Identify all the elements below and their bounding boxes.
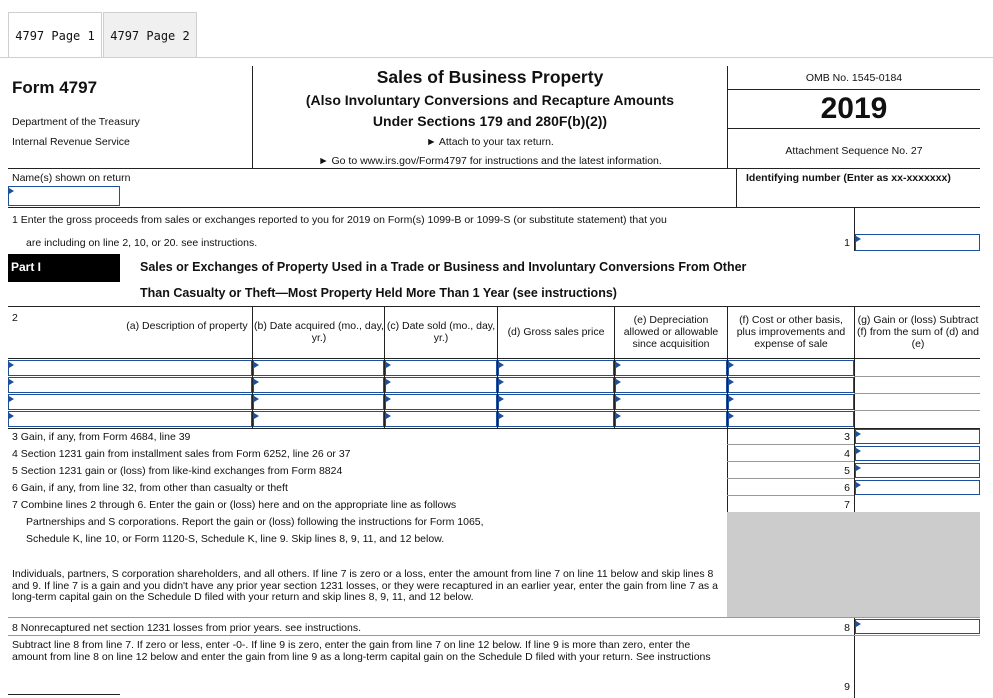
row2-gross-sales-input[interactable] — [498, 377, 614, 393]
part-1-title-2: Than Casualty or Theft—Most Property Held More Than 1 Year (see instructions) — [140, 286, 617, 300]
row3-description-input[interactable] — [8, 394, 252, 410]
dept-irs: Internal Revenue Service — [12, 136, 130, 148]
line-8-number: 8 — [844, 622, 850, 634]
name-input[interactable] — [8, 186, 120, 206]
line-8-text: 8 Nonrecaptured net section 1231 losses from prior years. see instructions. — [12, 622, 362, 634]
row1-date-sold-input[interactable] — [385, 360, 497, 376]
tab-page-1[interactable]: 4797 Page 1 — [8, 12, 102, 58]
tax-year: 2019 — [820, 92, 888, 125]
form-title: Sales of Business Property — [376, 67, 604, 87]
row1-gross-sales-input[interactable] — [498, 360, 614, 376]
row3-gross-sales-input[interactable] — [498, 394, 614, 410]
row4-date-acquired-input[interactable] — [253, 411, 384, 427]
row4-date-sold-input[interactable] — [385, 411, 497, 427]
row1-depreciation-input[interactable] — [615, 360, 727, 376]
line-9-number: 9 — [844, 681, 850, 693]
line-6-number: 6 — [844, 482, 850, 494]
line-5-number: 5 — [844, 465, 850, 477]
line-5-text: 5 Section 1231 gain or (loss) from like-kind exchanges from Form 8824 — [12, 465, 343, 477]
form-subtitle-2: Under Sections 179 and 280F(b)(2)) — [372, 113, 608, 129]
col-c-header: (c) Date sold (mo., day, yr.) — [386, 320, 496, 344]
form-number: Form 4797 — [12, 78, 98, 97]
col-b-header: (b) Date acquired (mo., day, yr.) — [254, 320, 384, 344]
line-1-input[interactable] — [855, 234, 980, 251]
goto-instruction: ► Go to www.irs.gov/Form4797 for instructions and the latest information. — [318, 155, 662, 167]
col-a-header: (a) Description of property — [126, 320, 248, 332]
row3-date-sold-input[interactable] — [385, 394, 497, 410]
line-3-text: 3 Gain, if any, from Form 4684, line 39 — [12, 431, 191, 443]
col-g-header: (g) Gain or (loss) Subtract (f) from the sum of (d) and (e) — [857, 314, 979, 350]
tab-page-2[interactable]: 4797 Page 2 — [103, 12, 197, 58]
form-subtitle-1: (Also Involuntary Conversions and Recapture Amounts — [305, 92, 675, 108]
line-5-input[interactable] — [855, 463, 980, 478]
line-7-text: 7 Combine lines 2 through 6. Enter the gain or (loss) here and on the appropriate line as follows — [12, 499, 457, 511]
shaded-block — [727, 512, 980, 617]
line-6-input[interactable] — [855, 480, 980, 495]
name-label: Name(s) shown on return — [12, 172, 131, 184]
row4-gross-sales-input[interactable] — [498, 411, 614, 427]
attachment-sequence: Attachment Sequence No. 27 — [785, 145, 923, 157]
line-7-partnerships: Partnerships and S corporations. Report the gain or (loss) following the instructions for Form 1065, — [26, 516, 484, 528]
line-8-input[interactable] — [855, 619, 980, 634]
line-1-number: 1 — [844, 237, 850, 249]
line-4-text: 4 Section 1231 gain from installment sales from Form 6252, line 26 or 37 — [12, 448, 351, 460]
line-7-number: 7 — [844, 499, 850, 511]
line-3-number: 3 — [844, 431, 850, 443]
line-1-text-cont: are including on line 2, 10, or 20. see instructions. — [26, 237, 258, 249]
omb-number: OMB No. 1545-0184 — [805, 72, 903, 84]
col-f-header: (f) Cost or other basis, plus improvements and expense of sale — [736, 314, 846, 350]
line-9-text: Subtract line 8 from line 7. If zero or less, enter -0-. If line 9 is zero, enter the gain from line 7 on line 12 below. If line 9 is more than zero, enter the amount from line 8 on line 12 below and enter the gain from line 9 as a long-term capital gain on the Schedule D filed with your return. See instructions — [12, 639, 711, 663]
row2-description-input[interactable] — [8, 377, 252, 393]
row2-depreciation-input[interactable] — [615, 377, 727, 393]
col-d-header: (d) Gross sales price — [507, 326, 605, 338]
id-label: Identifying number (Enter as xx-xxxxxxx) — [746, 172, 951, 184]
line-6-text: 6 Gain, if any, from line 32, from other than casualty or theft — [12, 482, 288, 494]
line-4-number: 4 — [844, 448, 850, 460]
row3-cost-basis-input[interactable] — [728, 394, 854, 410]
row1-description-input[interactable] — [8, 360, 252, 376]
line-1-text: 1 Enter the gross proceeds from sales or exchanges reported to you for 2019 on Form(s) 1099-B or 1099-S (or substitute statement) that you — [12, 214, 667, 226]
row4-depreciation-input[interactable] — [615, 411, 727, 427]
line-4-input[interactable] — [855, 446, 980, 461]
part-1-label: Part I — [11, 260, 42, 274]
row2-cost-basis-input[interactable] — [728, 377, 854, 393]
dept-treasury: Department of the Treasury — [12, 116, 140, 128]
row4-cost-basis-input[interactable] — [728, 411, 854, 427]
line-7-schedule-k: Schedule K, line 10, or Form 1120-S, Schedule K, line 9. Skip lines 8, 9, 11, and 12 below. — [26, 533, 445, 545]
line-2-number: 2 — [12, 312, 18, 324]
line-3-input[interactable] — [855, 429, 980, 444]
line-7-individuals: Individuals, partners, S corporation shareholders, and all others. If line 7 is zero or a loss, enter the amount from line 7 on line 11 below and skip lines 8 and 9. If line 7 is a gain and you didn't have any prior year section 1231 losses, or they were recaptured in an earlier year, enter the gain from line 7 as a long-term capital gain on the Schedule D filed with your return and skip lines 8, 9, 11, and 12 below. — [12, 568, 718, 603]
row1-cost-basis-input[interactable] — [728, 360, 854, 376]
row4-description-input[interactable] — [8, 411, 252, 427]
row3-depreciation-input[interactable] — [615, 394, 727, 410]
row1-date-acquired-input[interactable] — [253, 360, 384, 376]
part-1-title-1: Sales or Exchanges of Property Used in a Trade or Business and Involuntary Conversions From Other — [140, 260, 747, 274]
row2-date-acquired-input[interactable] — [253, 377, 384, 393]
row2-date-sold-input[interactable] — [385, 377, 497, 393]
attach-instruction: ► Attach to your tax return. — [426, 136, 554, 148]
row3-date-acquired-input[interactable] — [253, 394, 384, 410]
col-e-header: (e) Depreciation allowed or allowable since acquisition — [623, 314, 719, 350]
